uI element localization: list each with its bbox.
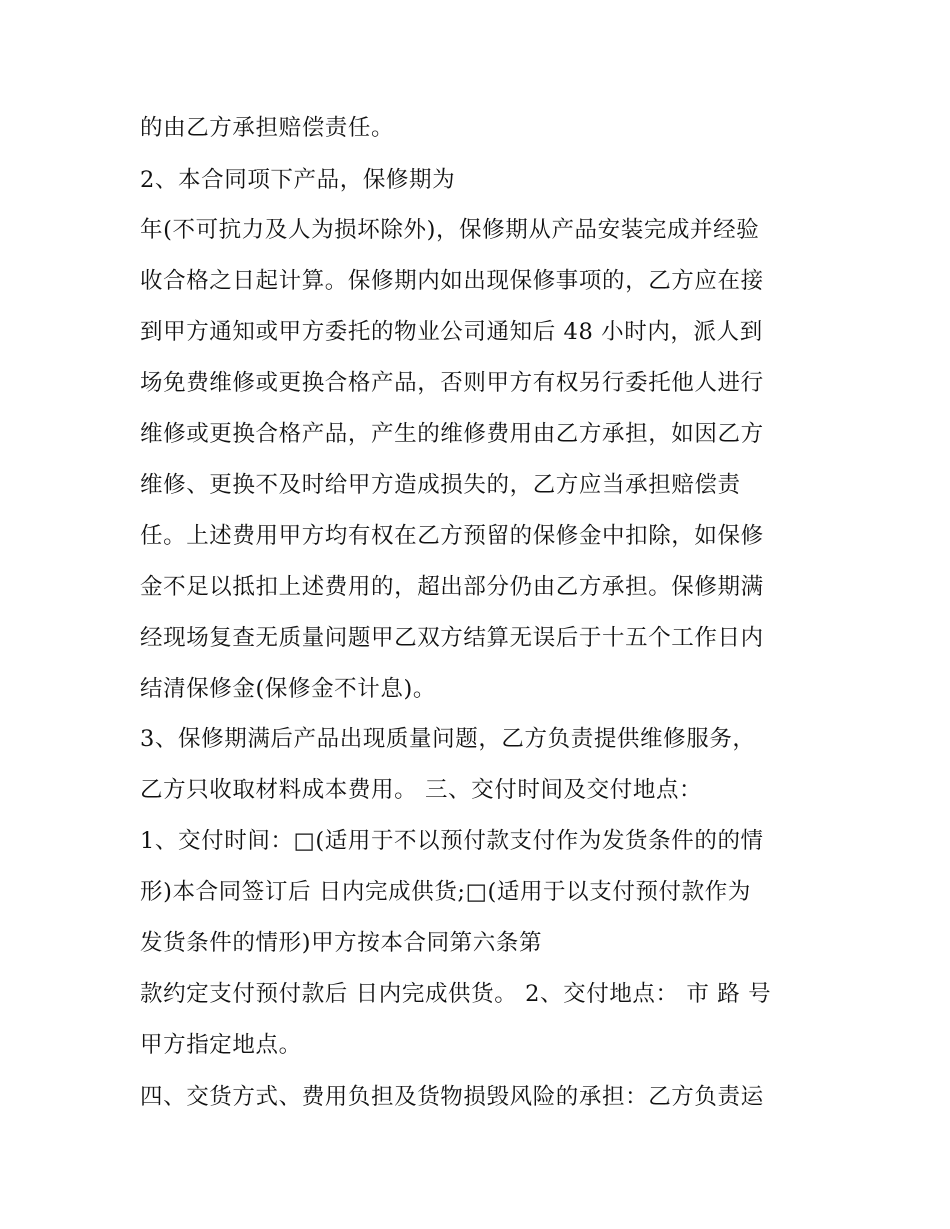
text-line: 乙方只收取材料成本费用。 三、交付时间及交付地点： xyxy=(140,777,703,803)
text-line: 四、交货方式、费用负担及货物损毁风险的承担：乙方负责运 xyxy=(140,1084,764,1110)
text-line: 年(不可抗力及人为损坏除外)，保修期从产品安装完成并经验 xyxy=(140,217,760,243)
text-line: 款约定支付预付款后 日内完成供货。 2、交付地点： 市 路 号 xyxy=(140,981,772,1007)
text-line: 的由乙方承担赔偿责任。 xyxy=(140,115,395,141)
text-line: 金不足以抵扣上述费用的，超出部分仍由乙方承担。保修期满 xyxy=(140,574,764,600)
text-line: 收合格之日起计算。保修期内如出现保修事项的，乙方应在接 xyxy=(140,268,764,294)
text-line: 发货条件的情形)甲方按本合同第六条第 xyxy=(140,930,543,956)
text-line: 2、本合同项下产品，保修期为 xyxy=(140,167,456,193)
text-line: 1、交付时间：□(适用于不以预付款支付作为发货条件的的情 xyxy=(140,828,764,854)
text-line: 甲方指定地点。 xyxy=(140,1032,302,1058)
text-line: 3、保修期满后产品出现质量问题，乙方负责提供维修服务， xyxy=(140,726,756,752)
text-line: 结清保修金(保修金不计息)。 xyxy=(140,676,436,702)
text-line: 形)本合同签订后 日内完成供货;□(适用于以支付预付款作为 xyxy=(140,879,751,905)
text-line: 维修或更换合格产品，产生的维修费用由乙方承担，如因乙方 xyxy=(140,421,764,447)
text-line: 场免费维修或更换合格产品，否则甲方有权另行委托他人进行 xyxy=(140,370,764,396)
text-line: 维修、更换不及时给甲方造成损失的，乙方应当承担赔偿责 xyxy=(140,472,741,498)
text-line: 到甲方通知或甲方委托的物业公司通知后 48 小时内，派人到 xyxy=(140,319,763,345)
text-line: 任。上述费用甲方均有权在乙方预留的保修金中扣除，如保修 xyxy=(140,523,764,549)
text-line: 经现场复查无质量问题甲乙双方结算无误后于十五个工作日内 xyxy=(140,625,764,651)
